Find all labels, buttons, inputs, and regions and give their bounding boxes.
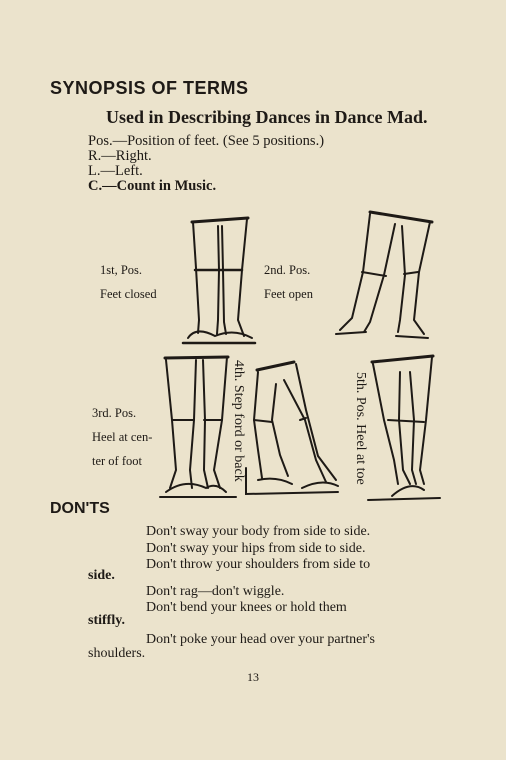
second-position-desc: Feet open [264,287,313,301]
third-position-desc-2: ter of foot [92,454,142,468]
fifth-position-legs-illustration [368,356,440,500]
donts-heading: DON'TS [50,500,110,517]
term-left: L.—Left. [88,163,143,179]
dont-line-6: Don't poke your head over your partner's [146,632,375,647]
dont-line-6-cont: shoulders. [88,646,146,661]
first-position-desc: Feet closed [100,287,157,301]
page-number: 13 [247,670,259,684]
second-position-label: 2nd. Pos. [264,263,311,277]
third-position-caption [92,401,152,473]
term-pos: Pos.—Position of feet. (See 5 positions.) [88,133,325,149]
second-position-caption [264,258,313,306]
page-subtitle: Used in Describing Dances in Dance Mad. [106,107,428,127]
fourth-position-caption: 4th. Step ford or back [231,360,246,482]
dont-line-5-cont: stiffly. [88,613,125,628]
dont-line-2: Don't sway your hips from side to side. [146,541,366,556]
fourth-position-legs-illustration [246,362,338,494]
dont-line-1: Don't sway your body from side to side. [146,524,371,539]
term-right: R.—Right. [88,148,152,164]
third-position-legs-illustration [160,357,236,497]
term-count: C.—Count in Music. [88,178,217,194]
first-position-caption [100,258,157,306]
first-position-label: 1st, Pos. [100,263,143,277]
first-position-legs-illustration [183,218,255,343]
dont-line-3-cont: side. [88,568,115,583]
dont-line-3: Don't throw your shoulders from side to [146,557,371,572]
dont-line-5: Don't bend your knees or hold them [146,600,347,615]
page-title: SYNOPSIS OF TERMS [50,78,249,98]
dont-line-4: Don't rag—don't wiggle. [146,584,285,599]
third-position-desc-1: Heel at cen- [92,430,153,444]
third-position-label: 3rd. Pos. [92,406,137,420]
second-position-legs-illustration [336,212,432,338]
fifth-position-caption: 5th. Pos. Heel at toe [353,372,368,485]
